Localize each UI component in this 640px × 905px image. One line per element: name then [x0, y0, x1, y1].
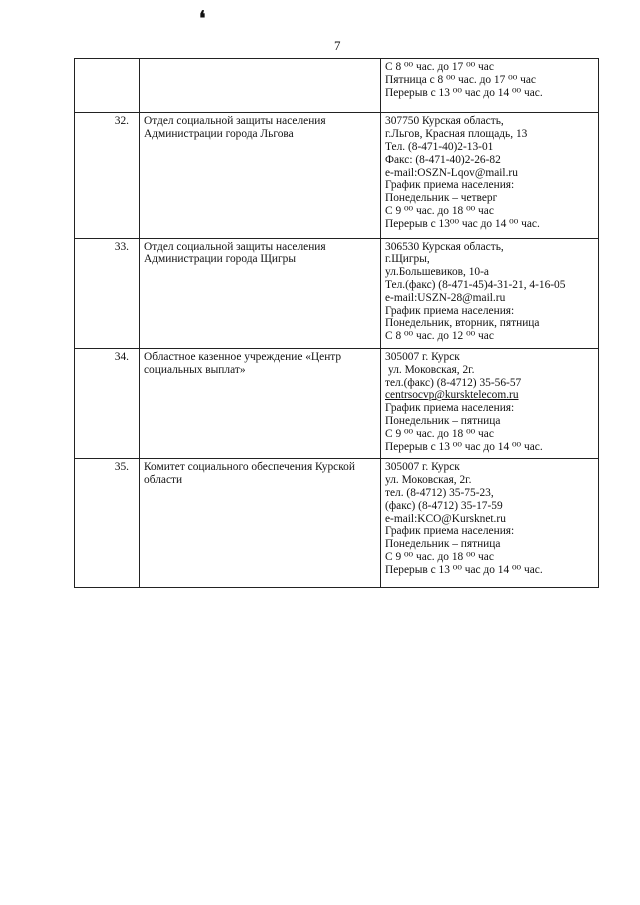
contact-line: С 9 ⁰⁰ час. до 18 ⁰⁰ час — [385, 550, 494, 563]
contact-details — [381, 348, 599, 458]
institution-name: Отдел социальной защиты населения Администрации города Льгова — [140, 113, 381, 238]
contact-line: Тел.(факс) (8-471-45)4-31-21, 4-16-05 — [385, 278, 566, 291]
contact-line: С 8 ⁰⁰ час. до 12 ⁰⁰ час — [385, 330, 494, 343]
institution-name: Отдел социальной защиты населения Администрации города Щигры — [140, 238, 381, 348]
table-row — [75, 459, 599, 588]
contact-line: График приема населения: — [385, 179, 515, 192]
contact-line: Факс: (8-471-40)2-26-82 — [385, 153, 501, 166]
contact-line: Перерыв с 13 ⁰⁰ час до 14 ⁰⁰ час. — [385, 86, 543, 99]
contact-line: Понедельник – четверг — [385, 192, 498, 205]
contact-line: График приема населения: — [385, 304, 515, 317]
row-number: 33. — [75, 238, 140, 348]
contact-line: ул.Большевиков, 10-а — [385, 266, 489, 279]
contact-line: 305007 г. Курск — [385, 350, 460, 363]
contact-line: С 9 ⁰⁰ час. до 18 ⁰⁰ час — [385, 204, 494, 217]
contact-line: Пятница с 8 ⁰⁰ час. до 17 ⁰⁰ час — [385, 73, 536, 86]
row-number — [75, 59, 140, 113]
table-row — [75, 113, 599, 238]
contact-details — [381, 59, 599, 113]
contact-line: ул. Моковская, 2г. — [388, 363, 475, 376]
table-row — [75, 59, 599, 113]
contact-line: (факс) (8-4712) 35-17-59 — [385, 499, 503, 512]
page-number: 7 — [334, 38, 341, 53]
contact-line: Понедельник – пятница — [385, 538, 501, 551]
contact-line: 305007 г. Курск — [385, 461, 460, 474]
contact-line: Перерыв с 13 ⁰⁰ час до 14 ⁰⁰ час. — [385, 440, 543, 453]
contact-line: С 8 ⁰⁰ час. до 17 ⁰⁰ час — [385, 61, 494, 73]
contact-line: С 9 ⁰⁰ час. до 18 ⁰⁰ час — [385, 427, 494, 440]
contact-details — [381, 238, 599, 348]
contact-line: e-mail:KCO@Kursknet.ru — [385, 512, 506, 525]
email-link[interactable]: centrsocvp@kursktelecom.ru — [385, 389, 519, 402]
contact-line: График приема населения: — [385, 402, 515, 415]
contact-line: Понедельник – пятница — [385, 414, 501, 427]
table-body — [75, 59, 599, 588]
contact-line: 307750 Курская область, — [385, 115, 504, 128]
institutions-table — [74, 58, 599, 588]
contact-line: 306530 Курская область, — [385, 240, 504, 253]
table-row — [75, 238, 599, 348]
contact-line: Перерыв с 13 ⁰⁰ час до 14 ⁰⁰ час. — [385, 563, 543, 576]
institution-name — [140, 59, 381, 113]
table-row — [75, 348, 599, 458]
row-number: 35. — [75, 459, 140, 588]
contact-line: тел.(факс) (8-4712) 35-56-57 — [385, 376, 522, 389]
contact-line: Понедельник, вторник, пятница — [385, 317, 540, 330]
institution-name: Комитет социального обеспечения Курской области — [140, 459, 381, 588]
contact-line: Перерыв с 13⁰⁰ час до 14 ⁰⁰ час. — [385, 217, 540, 230]
contact-line: e-mail:USZN-28@mail.ru — [385, 291, 506, 304]
scan-mark: ❛ — [199, 8, 206, 30]
row-number: 34. — [75, 348, 140, 458]
contact-details — [381, 113, 599, 238]
contact-details — [381, 459, 599, 588]
contact-line: г.Щигры, — [385, 253, 430, 266]
contact-line: Тел. (8-471-40)2-13-01 — [385, 140, 494, 153]
contact-line: тел. (8-4712) 35-75-23, — [385, 486, 494, 499]
contact-line: График приема населения: — [385, 525, 515, 538]
contact-line: г.Льгов, Красная площадь, 13 — [385, 128, 528, 141]
institution-name: Областное казенное учреждение «Центр социальных выплат» — [140, 348, 381, 458]
contact-line: e-mail:OSZN-Lqov@mail.ru — [385, 166, 518, 179]
contact-line: ул. Моковская, 2г. — [385, 474, 472, 487]
row-number: 32. — [75, 113, 140, 238]
